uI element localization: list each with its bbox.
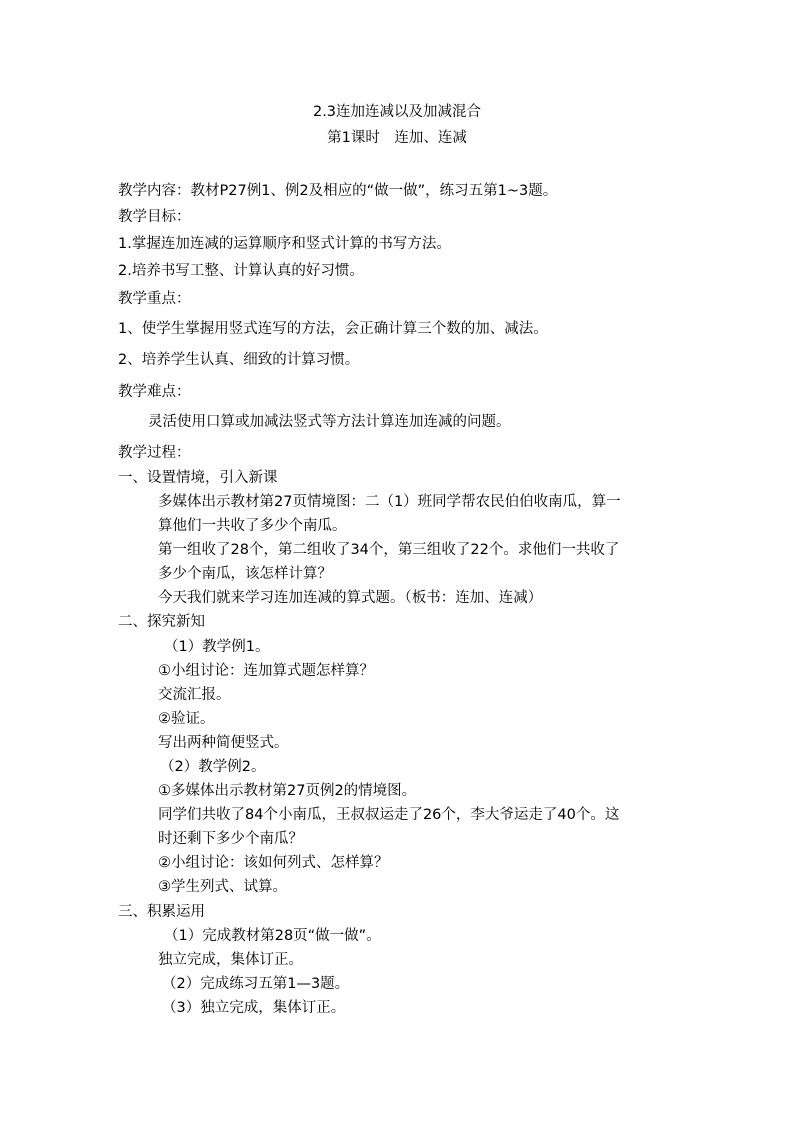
lesson-subtitle: 第1课时 连加、连减 [327,130,467,146]
process-section-3-heading: 三、积累运用 [118,904,205,920]
paragraph-line: ③学生列式、试算。 [158,879,287,895]
teaching-content: 教学内容：教材P27例1、例2及相应的“做一做”，练习五第1~3题。 [118,183,558,199]
document-title: 2.3连加连减以及加减混合 [312,104,482,120]
section-heading-process: 教学过程： [118,445,191,461]
paragraph-line: 第一组收了28个，第二组收了34个，第三组收了22个。求他们一共收了 [158,542,620,558]
goal-item: 1.掌握连加连减的运算顺序和竖式计算的书写方法。 [118,236,451,252]
paragraph-line: 今天我们就来学习连加连减的算式题。（板书：连加、连减） [158,590,543,606]
key-point-item: 2、培养学生认真、细致的计算习惯。 [118,352,360,368]
paragraph-line: （1）教学例1。 [164,639,270,655]
difficulty-text: 灵活使用口算或加减法竖式等方法计算连加连减的问题。 [148,414,511,430]
section-heading-key-points: 教学重点： [118,291,191,307]
goal-item: 2.培养书写工整、计算认真的好习惯。 [118,263,364,279]
paragraph-line: 交流汇报。 [158,687,231,703]
paragraph-line: 算他们一共收了多少个南瓜。 [158,518,347,534]
paragraph-line: 独立完成，集体订正。 [158,952,303,968]
paragraph-line: （2）教学例2。 [160,759,266,775]
paragraph-line: ②验证。 [158,711,215,727]
paragraph-line: （2）完成练习五第1—3题。 [162,976,350,992]
paragraph-line: ②小组讨论：该如何列式、怎样算？ [158,855,389,871]
paragraph-line: ①多媒体出示教材第27页例2的情境图。 [158,783,417,799]
paragraph-line: 同学们共收了84个小南瓜，王叔叔运走了26个，李大爷运走了40个。这 [158,807,620,823]
section-heading-difficulties: 教学难点： [118,384,191,400]
process-section-2-heading: 二、探究新知 [118,614,205,630]
paragraph-line: 写出两种简便竖式。 [158,735,289,751]
key-point-item: 1、使学生掌握用竖式连写的方法，会正确计算三个数的加、减法。 [118,321,548,337]
paragraph-line: 多少个南瓜，该怎样计算？ [158,566,332,582]
paragraph-line: 时还剩下多少个南瓜？ [158,831,303,847]
process-section-1-heading: 一、设置情境，引入新课 [118,470,278,486]
paragraph-line: ①小组讨论：连加算式题怎样算？ [158,663,374,679]
section-heading-goals: 教学目标： [118,209,191,225]
paragraph-line: 多媒体出示教材第27页情境图：二（1）班同学帮农民伯伯收南瓜，算一 [158,494,621,510]
paragraph-line: （3）独立完成，集体订正。 [162,1000,346,1016]
paragraph-line: （1）完成教材第28页“做一做”。 [164,928,381,944]
